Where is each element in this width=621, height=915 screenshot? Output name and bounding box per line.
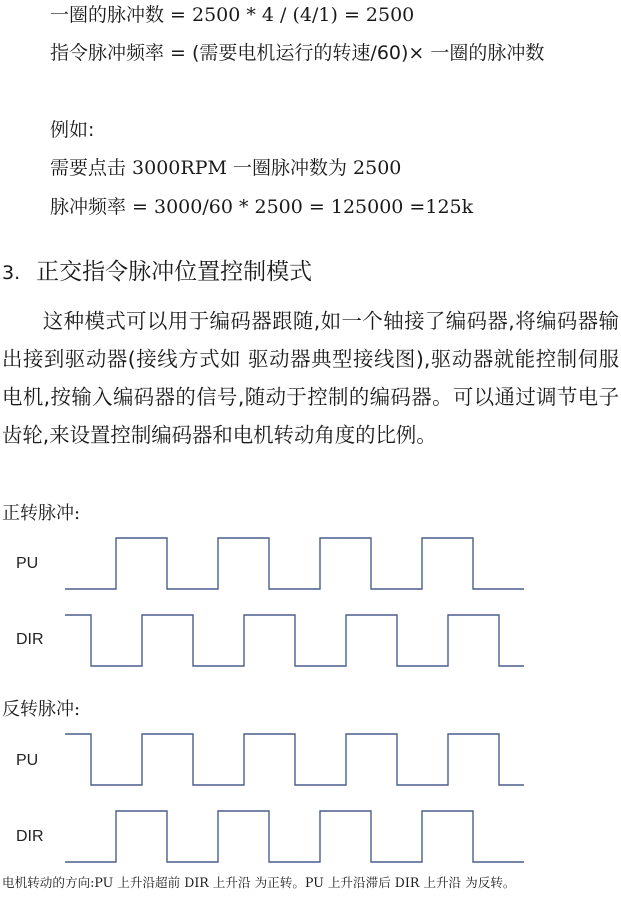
example-rpm-line: 需要点击 3000RPM 一圈脉冲数为 2500 (50, 157, 402, 179)
forward-pu-wave (65, 538, 524, 589)
reverse-waveform (0, 727, 621, 872)
reverse-pu-label: PU (16, 752, 39, 769)
forward-waveform (0, 530, 621, 675)
forward-pu-label: PU (16, 555, 39, 572)
direction-caption: 电机转动的方向:PU 上升沿超前 DIR 上升沿 为正转。PU 上升沿滞后 DIR 上升沿 为反转。 (2, 875, 516, 890)
formula-pulses-per-rev: 一圈的脉冲数 = 2500 * 4 / (4/1) = 2500 (50, 4, 415, 26)
reverse-dir-wave (65, 811, 524, 862)
reverse-dir-label: DIR (16, 828, 44, 845)
forward-label: 正转脉冲: (2, 503, 81, 524)
reverse-pu-wave (65, 734, 524, 785)
section-heading (2, 257, 312, 288)
forward-dir-wave (65, 615, 524, 666)
forward-dir-label: DIR (16, 631, 44, 648)
section-paragraph: 这种模式可以用于编码器跟随,如一个轴接了编码器,将编码器输出接到驱动器(接线方式如 驱动器典型接线图),驱动器就能控制伺服电机,按输入编码器的信号,随动于控制的编码器。可以通过调节电子齿轮,来设置控制编码器和电机转动角度的比例。 (2, 309, 619, 447)
section-title: 正交指令脉冲位置控制模式 (36, 259, 313, 285)
reverse-label: 反转脉冲: (2, 699, 81, 720)
example-label: 例如: (50, 119, 95, 141)
example-frequency-line: 脉冲频率 = 3000/60 * 2500 = 125000 =125k (50, 196, 474, 218)
formula-command-frequency: 指令脉冲频率 = (需要电机运行的转速/60)× 一圈的脉冲数 (50, 42, 545, 64)
section-number: 3. (2, 262, 21, 284)
